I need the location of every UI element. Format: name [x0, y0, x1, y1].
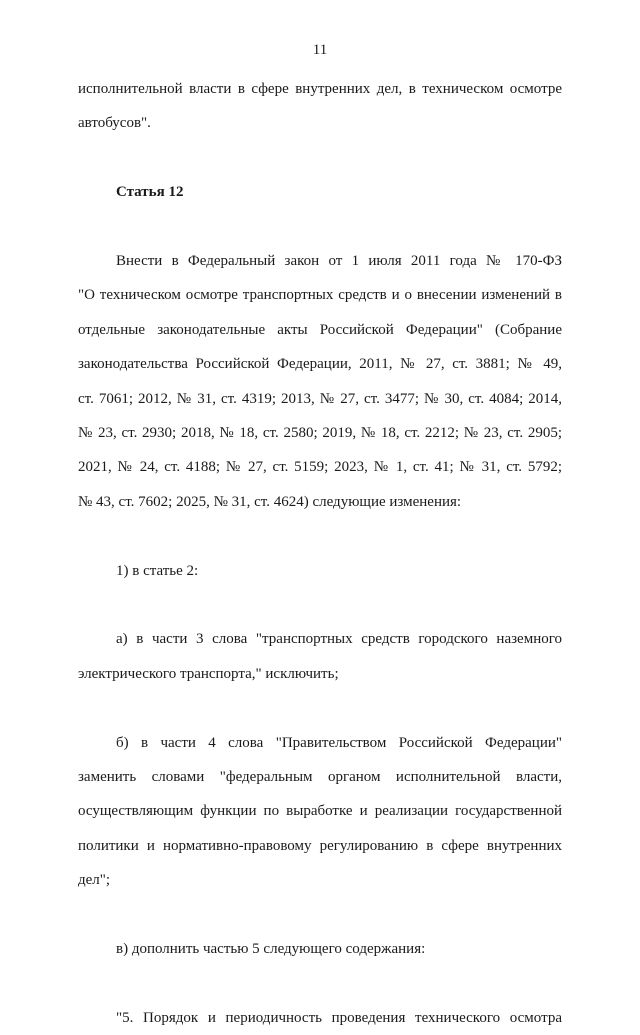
text-line: политики и нормативно-правовому регулированию в сфере внутренних [78, 837, 562, 854]
text-line: дел"; [78, 872, 111, 889]
text-line: Внести в Федеральный закон от 1 июля 2011 года № 170-ФЗ [116, 253, 562, 269]
text-line: № 43, ст. 7602; 2025, № 31, ст. 4624) следующие изменения: [78, 493, 462, 510]
text-line: б) в части 4 слова "Правительством Российской Федерации" [116, 734, 562, 751]
text-line: 2021, № 24, ст. 4188; № 27, ст. 5159; 2023, № 1, ст. 41; № 31, ст. 5792; [78, 459, 562, 476]
heading-text: Статья 12 [116, 184, 184, 201]
text-line: автобусов". [78, 115, 151, 132]
document-body [78, 72, 562, 1035]
text-line: отдельные законодательные акты Российской Федерации" (Собрание [78, 321, 562, 338]
text-line: 1) в статье 2: [116, 562, 199, 579]
text-line: заменить словами "федеральным органом исполнительной власти, [78, 769, 562, 786]
text-line: а) в части 3 слова "транспортных средств городского наземного [116, 631, 562, 648]
text-line: исполнительной власти в сфере внутренних дел, в техническом осмотре [78, 81, 562, 97]
text-line: электрического транспорта," исключить; [78, 665, 339, 682]
paragraph-amendment-intro [78, 244, 562, 519]
text-line: законодательства Российской Федерации, 2011, № 27, ст. 3881; № 49, [78, 356, 562, 373]
paragraph-subitem-a [78, 622, 562, 691]
text-line: № 23, ст. 2930; 2018, № 18, ст. 2580; 2019, № 18, ст. 2212; № 23, ст. 2905; [78, 425, 562, 442]
paragraph-subitem-v [78, 932, 562, 966]
text-line: "5. Порядок и периодичность проведения технического осмотра [116, 1009, 562, 1026]
paragraph-continuation [78, 72, 562, 141]
text-line: в) дополнить частью 5 следующего содержания: [116, 941, 426, 958]
text-line: осуществляющим функции по выработке и реализации государственной [78, 803, 562, 820]
text-line: ст. 7061; 2012, № 31, ст. 4319; 2013, № 27, ст. 3477; № 30, ст. 4084; 2014, [78, 390, 562, 407]
article-heading [78, 175, 562, 209]
paragraph-item-1 [78, 554, 562, 588]
text-line: "О техническом осмотре транспортных средств и о внесении изменений в [78, 287, 562, 304]
paragraph-quoted-text [78, 1001, 562, 1035]
paragraph-subitem-b [78, 726, 562, 898]
page-number: 11 [312, 42, 328, 58]
